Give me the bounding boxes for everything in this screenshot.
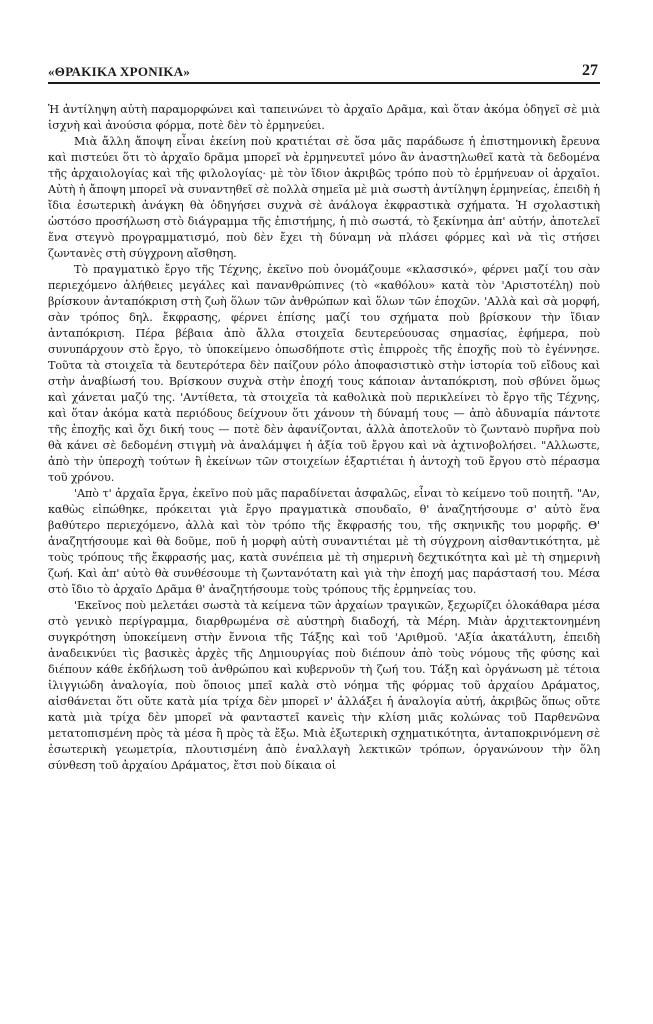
- body-text: [48, 102, 600, 774]
- page: [48, 62, 600, 1002]
- page-number: 27: [582, 62, 598, 79]
- paragraph: 'Εκεῖνος ποὺ μελετάει σωστὰ τὰ κείμενα τῶν ἀρχαίων τραγικῶν, ξεχωρίζει ὁλοκάθαρα μέσα στὸ γενικὸ περίγραμμα, διαρθρωμένα σὲ αὐστηρὴ διαδοχή, τὰ Μέρη. Μιὰν ἀρχιτεκτονημένη συγκρότηση ὑποκείμενη στὴν ἔννοια τῆς Τάξης καὶ τοῦ 'Αριθμοῦ. 'Αξία ἀκατάλυτη, ἐπειδὴ ἀναδεικνύει τὶς βασικὲς ἀρχὲς τῆς Δημιουργίας ποὺ διέπουν ἀπὸ τοὺς νόμους τῆς φύσης καὶ διέπουν κάθε ἐκδήλωση τοῦ ἀνθρώπου καὶ κυβερνοῦν τὴ ζωή του. Τάξη καὶ ὀργάνωση μὲ τέτοια ἰλιγγιώδη ἀναλογία, ποὺ ὅποιος μπεῖ καλὰ στὸ νόημα τῆς φόρμας τοῦ ἀρχαίου Δράματος, αἰσθάνεται ὅτι οὔτε κατὰ μία τρίχα δὲν μπορεῖ ν' ἀλλάξει ἡ ἀναλογία αὐτή, ἀκριβῶς ὅπως οὔτε κατὰ μιὰ τρίχα δὲν μπορεῖ νὰ φανταστεῖ κανεὶς τὴν κλίση μιᾶς κολώνας τοῦ Παρθενῶνα μετατοπισμένη πρὸς τὰ μέσα ἢ πρὸς τὰ ἔξω. Μιὰ ἐξωτερικὴ σχηματικότητα, ἀνταποκρινόμενη σὲ ἐσωτερικὴ γεωμετρία, πλουτισμένη ἀπὸ ἐναλλαγὴ λεκτικῶν τρόπων, ὀργανώνουν τὴν ὅλη σύνθεση τοῦ ἀρχαίου Δράματος, ἔτσι ποὺ δίκαια οἱ: [48, 599, 600, 772]
- paragraph: 'Απὸ τ' ἀρχαῖα ἔργα, ἐκεῖνο ποὺ μᾶς παραδίνεται ἀσφαλῶς, εἶναι τὸ κείμενο τοῦ ποιητῆ. "Αν, καθὼς εἰπώθηκε, πρόκειται γιὰ ἔργο πραγματικὰ σπουδαῖο, θ' ἀναζητήσουμε σ' αὐτὸ ἕνα βαθύτερο περιεχόμενο, ἀλλὰ καὶ τὸν τρόπο τῆς ἔκφρασής του, τῆς σκηνικῆς του μορφῆς. Θ' ἀναζητήσουμε καὶ θὰ δοῦμε, ποῦ ἡ μορφὴ αὐτὴ συναντιέται μὲ τὴ σύγχρονη αἰσθαντικότητα, μὲ τοὺς τρόπους τῆς ἔκφρασής μας, κατὰ συνέπεια μὲ τὴ σημερινὴ δεχτικότητα καὶ μὲ τὴ σημερινὴ ζωή. Καὶ ἀπ' αὐτὸ θὰ συνθέσουμε τὴ ζωντανότατη καὶ γιὰ τὴν ἐποχή μας παράστασή του. Μέσα στὸ ἴδιο τὸ ἀρχαῖο Δρᾶμα θ' ἀναζητήσουμε τοὺς τρόπους τῆς ἑρμηνείας του.: [48, 487, 600, 596]
- running-head: «ΘΡΑΚΙΚΑ ΧΡΟΝΙΚΑ»: [48, 64, 191, 79]
- page-header: [48, 62, 600, 84]
- paragraph: Μιὰ ἄλλη ἄποψη εἶναι ἐκείνη ποὺ κρατιέται σὲ ὅσα μᾶς παράδωσε ἡ ἐπιστημονικὴ ἔρευνα καὶ πιστεύει ὅτι τὸ ἀρχαῖο δρᾶμα μπορεῖ νὰ ἑρμηνευτεῖ μόνο ἂν ἀναστηλωθεῖ κατὰ τὰ δεδομένα τῆς ἀρχαιολογίας καὶ τῆς φιλολογίας· μὲ τὸν ἴδιον ἀκριβῶς τρόπο ποὺ τὸ ἑρμήνευαν οἱ ἀρχαῖοι. Αὐτὴ ἡ ἄποψη μπορεῖ νὰ συναντηθεῖ σὲ πολλὰ σημεῖα μὲ μιὰ σωστὴ ἀντίληψη ἑρμηνείας, ἐπειδὴ ἡ ἴδια ἐσωτερικὴ ἀνάγκη θὰ ὁδηγήσει συχνὰ σὲ ἀνάλογα ἐκφραστικὰ σχήματα. Ἡ σχολαστικὴ ὡστόσο προσήλωση στὸ διάγραμμα τῆς ἐπιστήμης, ἡ πιὸ σωστά, τὸ ξεκίνημα ἀπ' αὐτήν, ἀποτελεῖ ἕνα στεγνὸ προγραμματισμό, ποὺ δὲν ἔχει τὴ δύναμη νὰ πλάσει φόρμες καὶ νὰ τὶς στήσει ζωντανὲς στὴ σύγχρονη αἴσθηση.: [48, 135, 600, 260]
- paragraph: Τὸ πραγματικὸ ἔργο τῆς Τέχνης, ἐκεῖνο ποὺ ὀνομάζουμε «κλασσικό», φέρνει μαζί του σὰν περιεχόμενο ἀλήθειες μεγάλες καὶ πανανθρώπινες (τὸ «καθόλου» κατὰ τὸν 'Αριστοτέλη) ποὺ βρίσκουν ἀνταπόκριση στὴ ζωὴ ὅλων τῶν ἀνθρώπων καὶ ὅλων τῶν ἐποχῶν. 'Αλλὰ καὶ σὰ μορφή, σὰν τρόπος δηλ. ἔκφρασης, φέρνει ἐπίσης μαζί του σχήματα ποὺ βρίσκουν τὴν ἴδιαν ἀνταπόκριση. Πέρα βέβαια ἀπὸ ἄλλα στοιχεῖα δευτερεύουσας σημασίας, ἐφήμερα, ποὺ συνυπάρχουν στὸ ἔργο, τὸ ὑποκείμενο ὁπωσδήποτε στὶς ἐπιρροὲς τῆς ἐποχῆς ποὺ τὸ ἐγέννησε. Τοῦτα τὰ στοιχεῖα τὰ δευτερότερα δὲν παίζουν ρόλο ἀποφασιστικὸ στὴν ἱστορία τοῦ εἴδους καὶ στὴν ἀναβίωσή του. Βρίσκουν συχνὰ στὴν ἐποχή τους κάποιαν ἀνταπόκριση, ποὺ σβύνει ὅμως καὶ χάνεται μαζύ της. 'Αντίθετα, τὰ στοιχεῖα τὰ καθολικὰ ποὺ περικλείνει τὸ ἔργο τῆς Τέχνης, καὶ ὅταν ἀκόμα κατὰ περιόδους δείχνουν ὅτι χάνουν τὴ δύναμή τους — ἀπὸ ἀδυναμία πάντοτε τῆς ἐποχῆς καὶ ὄχι δική τους — ποτὲ δὲν ἀφανίζονται, ἀλλὰ ἀποτελοῦν τὸ ζωντανὸ πυρῆνα ποὺ θὰ κάνει σὲ δεδομένη στιγμὴ νὰ ἀναλάμψει ἡ ἀξία τοῦ ἔργου καὶ νὰ ἀχτινοβολήσει. "Αλλωστε, ἀπὸ τὴν ὑπεροχὴ τούτων ἢ ἐκείνων τῶν στοιχείων ἐξαρτιέται ἡ ἀντοχὴ τοῦ ἔργου στὸ πέρασμα τοῦ χρόνου.: [48, 263, 600, 484]
- paragraph: Ἡ ἀντίληψη αὐτὴ παραμορφώνει καὶ ταπεινώνει τὸ ἀρχαῖο Δρᾶμα, καὶ ὅταν ἀκόμα ὁδηγεῖ σὲ μιὰ ἰσχνὴ καὶ ἀνούσια φόρμα, ποτὲ δὲν τὸ ἑρμηνεύει.: [48, 103, 600, 132]
